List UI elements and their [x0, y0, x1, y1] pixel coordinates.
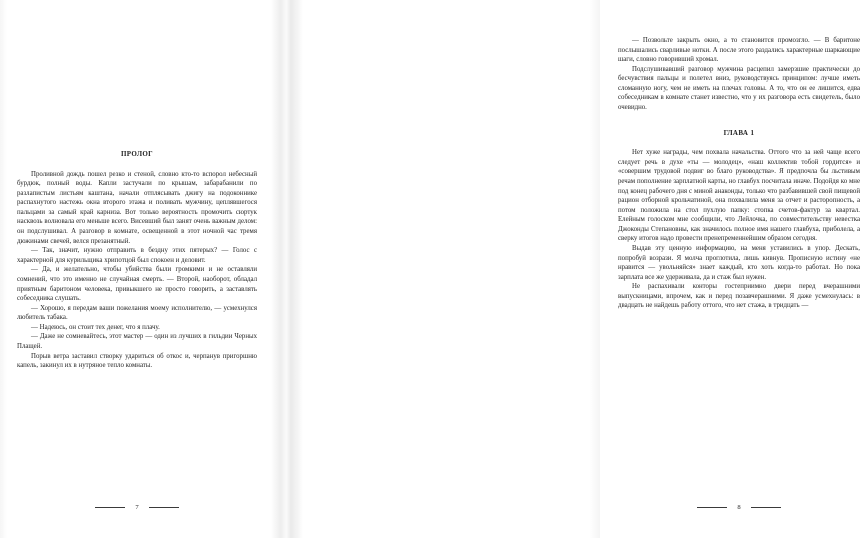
paragraph: Порыв ветра заставил створку удариться об откос и, черпанув пригоршню капель, закинул их в нутряное тепло комнаты.	[17, 352, 257, 370]
left-page	[0, 0, 288, 538]
paragraph: — Даже не сомневайтесь, этот мастер — один из лучших в гильдии Черных Плащей.	[17, 333, 257, 350]
right-page-text-column	[618, 36, 860, 311]
paragraph: — Хорошо, я передам ваши пожелания моему исполнителю, — усмехнулся любитель табака.	[17, 304, 257, 322]
paragraph: — Да, и желательно, чтобы убийства были громкими и не оставляли сомнений, что это именно не случайная смерть. — Второй, наоборот, обладал приятным баритоном человека, привыкшего не просто говорить, а заставлять собеседника слушать.	[17, 266, 257, 303]
left-page-chapter-heading: ПРОЛОГ	[121, 150, 153, 158]
folio-rule-left-icon	[95, 507, 125, 508]
paragraph: Подслушивавший разговор мужчина расцепил замерзшие практически до бесчувствия пальцы и полетел вниз, руководствуясь принципом: лучше иметь сломанную ногу, чем не иметь на плечах головы. А то, что он ее лишится, едва собеседникам в комнате станет известно, что у их разговора есть свидетель, было очевидно.	[618, 65, 860, 112]
right-page-number: 8	[737, 504, 741, 511]
paragraph: — Надеюсь, он стоит тех денег, что я плачу.	[31, 323, 160, 331]
right-page	[300, 0, 860, 538]
left-page-number: 7	[135, 504, 139, 511]
paragraph: Выдав эту ценную информацию, на меня уставились в упор. Дескать, попробуй возрази. Я молча проглотила, лишь кивнув. Прописную истину «не нравится — увольняйся» знает каждый, кто хоть когда-то работал. Но пока зарплата все же удерживала, да и стаж был нужен.	[618, 244, 860, 281]
paragraph: Не распахивали конторы гостеприимно двери перед вчерашними выпускницами, впрочем, как и перед позавчерашними. Я даже усмехнулась: в двадцать не найдешь работу оттого, что нет стажа, в тридцать —	[618, 283, 860, 310]
left-page-folio	[17, 504, 257, 511]
folio-rule-right-icon	[149, 507, 179, 508]
paragraph: — Так, значит, нужно отправить в бездну этих пятерых? — Голос с характерной для курильщика хрипотцой был спокоен и деловит.	[17, 247, 257, 264]
folio-rule-left-icon	[697, 507, 727, 508]
left-page-text-column	[17, 150, 257, 371]
right-page-chapter-heading: ГЛАВА 1	[723, 128, 755, 137]
paragraph: Проливной дождь пошел резко и стеной, словно кто-то вспорол небесный бурдюк, полный воды. Капли застучали по крышам, забарабанили по разлапистым листьям каштана, начали отплясывать джигу на подоконнике распахнутого настежь окна второго этажа и поливать мужчину, цеплявшегося пальцами за самый край карниза. Вот только вероятность промочить сюртук насквозь волновала его меньше всего. Висевший был занят очень важным делом: он подслушивал. А разговор в комнате, освещенной в этот ночной час тремя дюжинами свечей, велся презанятный.	[17, 170, 257, 245]
right-page-folio	[618, 504, 860, 511]
paragraph: Нет хуже награды, чем похвала начальства. Оттого что за ней чаще всего следует речь в духе «ты — молодец», «наш коллектив тобой гордится» и «совершим трудовой подвиг во благо руководства». Я предпочла бы льстивым речам пополнение зарплатной карты, но главбух посчитала иначе. Подойдя ко мне под конец рабочего дня с миной анаконды, только что разбавившей свой пищевой рацион отборной крольчатиной, она похвалила меня за отчет и расторопность, а потом положила на стол пухлую папку: стопка счетов-фактур за квартал. Елейным голоском мне сообщили, что Лейлочка, по совместительству невестка Джоконды Степановны, как значилось полное имя нашего главбуха, приболела, а сверку итогов надо провести пренепременнейшим образом сегодня.	[618, 149, 860, 243]
paragraph: — Позвольте закрыть окно, а то становится промозгло. — В баритоне послышались сварливые нотки. А после этого раздались характерные шаркающие шаги, словно говоривший хромал.	[618, 37, 860, 64]
folio-rule-right-icon	[751, 507, 781, 508]
